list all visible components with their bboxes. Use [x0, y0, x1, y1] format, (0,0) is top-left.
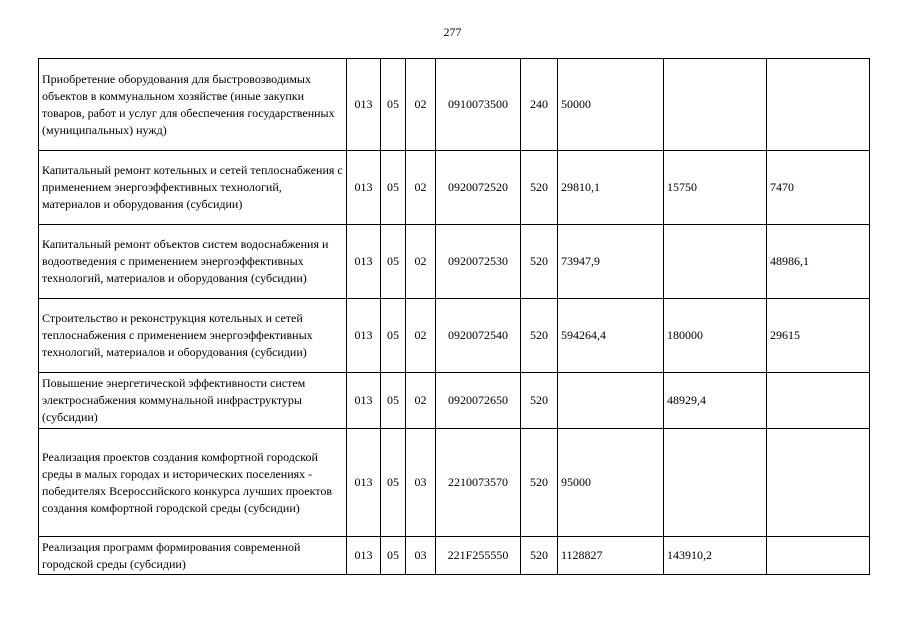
target-code: 0920072540: [436, 299, 521, 373]
expense-code: 520: [521, 151, 558, 225]
amount-year-3: [767, 59, 870, 151]
row-name: Капитальный ремонт котельных и сетей теплоснабжения с применением энергоэффективных технологий, материалов и оборудования (субсидии): [39, 151, 347, 225]
ministry-code: 013: [347, 225, 381, 299]
section-code: 05: [381, 537, 406, 575]
amount-year-1: 594264,4: [558, 299, 664, 373]
expense-code: 520: [521, 537, 558, 575]
amount-year-3: [767, 373, 870, 429]
section-code: 05: [381, 225, 406, 299]
row-name: Реализация проектов создания комфортной городской среды в малых городах и исторических поселениях - победителях Всероссийского конкурса лучших проектов создания комфортной городской среды (субсидии): [39, 429, 347, 537]
row-name: Реализация программ формирования современной городской среды (субсидии): [39, 537, 347, 575]
amount-year-1: 50000: [558, 59, 664, 151]
table-row: [39, 151, 870, 225]
amount-year-1: [558, 373, 664, 429]
amount-year-2: 180000: [664, 299, 767, 373]
amount-year-2: 15750: [664, 151, 767, 225]
target-code: 0920072530: [436, 225, 521, 299]
subsection-code: 02: [406, 299, 436, 373]
expense-code: 240: [521, 59, 558, 151]
amount-year-2: 48929,4: [664, 373, 767, 429]
subsection-code: 02: [406, 151, 436, 225]
table-row: [39, 59, 870, 151]
target-code: 0920072650: [436, 373, 521, 429]
target-code: 221F255550: [436, 537, 521, 575]
expense-code: 520: [521, 373, 558, 429]
section-code: 05: [381, 59, 406, 151]
amount-year-3: [767, 537, 870, 575]
row-name: Строительство и реконструкция котельных и сетей теплоснабжения с применением энергоэффективных технологий, материалов и оборудования (субсидии): [39, 299, 347, 373]
table-row: [39, 299, 870, 373]
ministry-code: 013: [347, 537, 381, 575]
subsection-code: 02: [406, 59, 436, 151]
table-row: [39, 429, 870, 537]
amount-year-2: [664, 59, 767, 151]
expense-code: 520: [521, 299, 558, 373]
budget-table: [38, 58, 870, 575]
amount-year-3: 29615: [767, 299, 870, 373]
target-code: 0920072520: [436, 151, 521, 225]
ministry-code: 013: [347, 151, 381, 225]
ministry-code: 013: [347, 373, 381, 429]
ministry-code: 013: [347, 59, 381, 151]
subsection-code: 02: [406, 373, 436, 429]
amount-year-2: 143910,2: [664, 537, 767, 575]
amount-year-1: 29810,1: [558, 151, 664, 225]
table-row: [39, 225, 870, 299]
subsection-code: 02: [406, 225, 436, 299]
section-code: 05: [381, 151, 406, 225]
ministry-code: 013: [347, 299, 381, 373]
amount-year-1: 1128827: [558, 537, 664, 575]
table-row: [39, 373, 870, 429]
section-code: 05: [381, 373, 406, 429]
amount-year-3: [767, 429, 870, 537]
target-code: 0910073500: [436, 59, 521, 151]
target-code: 2210073570: [436, 429, 521, 537]
subsection-code: 03: [406, 429, 436, 537]
amount-year-2: [664, 225, 767, 299]
row-name: Приобретение оборудования для быстровозводимых объектов в коммунальном хозяйстве (иные закупки товаров, работ и услуг для обеспечения государственных (муниципальных) нужд): [39, 59, 347, 151]
page-number: 277: [443, 25, 462, 39]
ministry-code: 013: [347, 429, 381, 537]
row-name: Капитальный ремонт объектов систем водоснабжения и водоотведения с применением энергоэффективных технологий, материалов и оборудования (субсидии): [39, 225, 347, 299]
amount-year-1: 95000: [558, 429, 664, 537]
amount-year-2: [664, 429, 767, 537]
section-code: 05: [381, 299, 406, 373]
expense-code: 520: [521, 225, 558, 299]
table-row: [39, 537, 870, 575]
amount-year-1: 73947,9: [558, 225, 664, 299]
expense-code: 520: [521, 429, 558, 537]
section-code: 05: [381, 429, 406, 537]
amount-year-3: 7470: [767, 151, 870, 225]
subsection-code: 03: [406, 537, 436, 575]
amount-year-3: 48986,1: [767, 225, 870, 299]
row-name: Повышение энергетической эффективности систем электроснабжения коммунальной инфраструктуры (субсидии): [39, 373, 347, 429]
